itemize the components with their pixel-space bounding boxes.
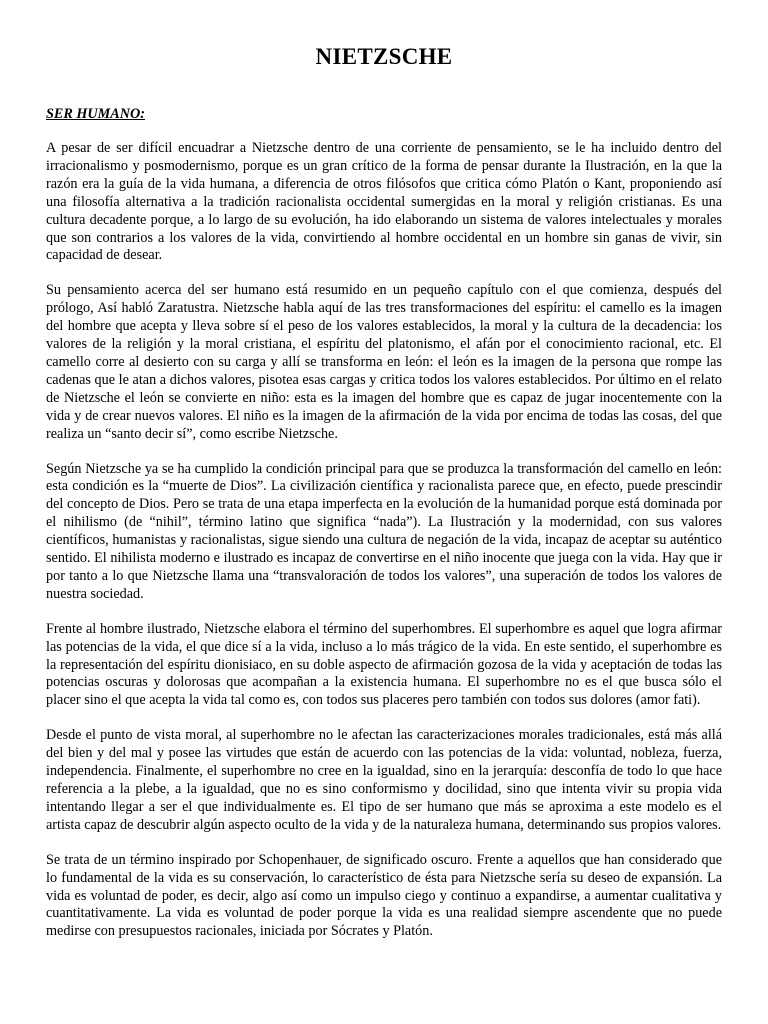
- paragraph-2: Su pensamiento acerca del ser humano está resumido en un pequeño capítulo con el que comienza, después del prólogo, Así habló Zaratustra. Nietzsche habla aquí de las tres transformaciones del espíritu: el camello es la imagen del hombre que acepta y lleva sobre sí el peso de los valores establecidos, la moral y la cultura de la decadencia: los valores de la religión y la moral cristiana, el espíritu del platonismo, el afán por el conocimiento racional, etc. El camello corre al desierto con su carga y allí se transforma en león: el león es la imagen de la persona que rompe las cadenas que le atan a dichos valores, pisotea esas cargas y critica todos los valores establecidos. Por último en el relato de Nietzsche el león se convierte en niño: esta es la imagen del hombre que es capaz de jugar inocentemente con la vida y de crear nuevos valores. El niño es la imagen de la afirmación de la vida por encima de todas las cosas, del que realiza un “santo decir sí”, como escribe Nietzsche.: [46, 282, 722, 442]
- paragraph-3: Según Nietzsche ya se ha cumplido la condición principal para que se produzca la transformación del camello en león: esta condición es la “muerte de Dios”. La civilización científica y racionalista parece que, en efecto, puede prescindir del concepto de Dios. Pero se trata de una etapa imperfecta en la evolución de la humanidad porque está dominada por el nihilismo (de “nihil”, término latino que significa “nada”). La Ilustración y la modernidad, con sus valores científicos, humanistas y racionalistas, sigue siendo una cultura de negación de la vida, incapaz de aceptar su auténtico sentido. El nihilista moderno e ilustrado es incapaz de convertirse en el niño inocente que juega con la vida. Hay que ir por tanto a lo que Nietzsche llama una “transvaloración de todos los valores”, una superación de todos los valores de nuestra sociedad.: [46, 460, 722, 602]
- section-heading-ser-humano: SER HUMANO:: [46, 106, 145, 122]
- document-page: [46, 44, 722, 958]
- paragraph-6: Se trata de un término inspirado por Schopenhauer, de significado oscuro. Frente a aquellos que han considerado que lo fundamental de la vida es su conservación, lo característico de ésta para Nietzsche sería su deseo de expansión. La vida es voluntad de poder, es decir, algo así como un impulso ciego y continuo a expandirse, a aumentar cualitativa y cuantitativamente. La vida es voluntad de poder porque la vida es una realidad siempre ascendente que no puede medirse con presupuestos racionales, iniciada por Sócrates y Platón.: [46, 851, 722, 940]
- paragraph-1: A pesar de ser difícil encuadrar a Nietzsche dentro de una corriente de pensamiento, se le ha incluido dentro del irracionalismo y posmodernismo, porque es un gran crítico de la forma de pensar durante la Ilustración, en la que la razón era la guía de la vida humana, a diferencia de otros filósofos que critica cómo Platón o Kant, proponiendo así una filosofía alternativa a la tradición racionalista occidental sumergidas en la moral y religión cristianas. Es una cultura decadente porque, a lo largo de su evolución, ha ido elaborando un sistema de valores intelectuales y morales que son contrarios a los valores de la vida, convirtiendo al hombre occidental en un hombre sin ganas de vivir, sin capacidad de desear.: [46, 140, 722, 264]
- paragraph-5: Desde el punto de vista moral, al superhombre no le afectan las caracterizaciones morales tradicionales, está más allá del bien y del mal y posee las virtudes que están de acuerdo con las potencias de la vida: voluntad, nobleza, fuerza, independencia. Finalmente, el superhombre no cree en la igualdad, sino en la jerarquía: desconfía de todo lo que hace referencia a la plebe, a la igualdad, que no es sino conformismo y docilidad, sino que intenta vivir su propia vida intentando llegar a ser el que individualmente es. El tipo de ser humano que más se aproxima a este modelo es el artista capaz de descubrir algún aspecto oculto de la vida y de la naturaleza humana, determinando sus propios valores.: [46, 727, 722, 833]
- document-title: NIETZSCHE: [315, 44, 453, 69]
- paragraph-4: Frente al hombre ilustrado, Nietzsche elabora el término del superhombres. El superhombre es aquel que logra afirmar las potencias de la vida, el que dice sí a la vida, incluso a lo más trágico de la vida. En este sentido, el superhombre es la representación del espíritu dionisiaco, en su doble aspecto de afirmación gozosa de la vida y aceptación de todas las potencias oscuras y dolorosas que acompañan a la existencia humana. El superhombre no es el que busca sólo el placer sino el que acepta la vida tal como es, con todos sus placeres pero también con todos sus dolores (amor fati).: [46, 620, 722, 709]
